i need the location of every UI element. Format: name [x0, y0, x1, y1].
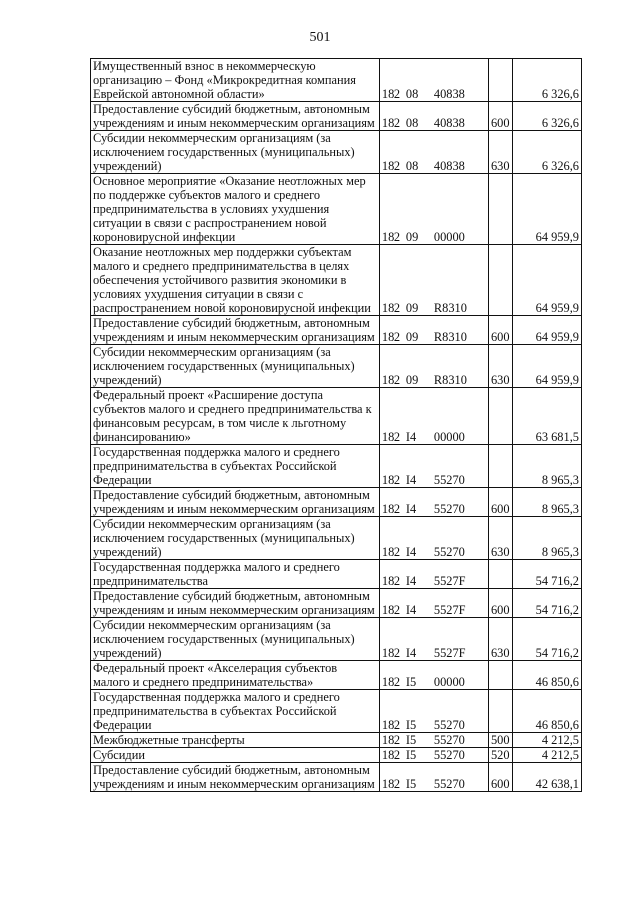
code-segment: 09 — [405, 230, 419, 244]
row-code — [379, 488, 488, 517]
code-segment: I4 — [405, 473, 417, 487]
code-segment: 2 — [393, 301, 401, 315]
code-segment: 18 — [381, 777, 395, 791]
row-amount: 64 959,9 — [512, 174, 581, 245]
row-expense-type — [488, 59, 512, 102]
code-segment: 2 — [393, 574, 401, 588]
code-segment: 18 — [381, 748, 395, 762]
row-name: Государственная поддержка малого и среднего предпринимательства в субъектах Российской Федерации — [91, 690, 380, 733]
row-amount: 8 965,3 — [512, 445, 581, 488]
code-segment: I5 — [405, 777, 417, 791]
row-amount: 4 212,5 — [512, 733, 581, 748]
code-segment: 55270 — [433, 718, 465, 732]
code-segment: 09 — [405, 301, 419, 315]
row-code — [379, 59, 488, 102]
code-segment: 2 — [393, 373, 401, 387]
table-row — [91, 661, 582, 690]
code-segment: 5527F — [433, 574, 466, 588]
code-segment: I4 — [405, 502, 417, 516]
code-segment: 2 — [393, 718, 401, 732]
row-amount: 54 716,2 — [512, 618, 581, 661]
code-segment: 18 — [381, 430, 395, 444]
code-segment: 18 — [381, 502, 395, 516]
code-segment: 55270 — [433, 502, 465, 516]
row-code — [379, 748, 488, 763]
row-code — [379, 174, 488, 245]
row-expense-type — [488, 661, 512, 690]
row-expense-type — [488, 388, 512, 445]
row-expense-type: 600 — [488, 589, 512, 618]
row-amount: 54 716,2 — [512, 560, 581, 589]
row-name: Предоставление субсидий бюджетным, автономным учреждениям и иным некоммерческим организациям — [91, 316, 380, 345]
code-segment: 55270 — [433, 777, 465, 791]
code-segment: I5 — [405, 748, 417, 762]
row-name: Государственная поддержка малого и среднего предпринимательства в субъектах Российской Федерации — [91, 445, 380, 488]
code-segment: 2 — [393, 733, 401, 747]
row-expense-type: 630 — [488, 131, 512, 174]
code-segment: I5 — [405, 718, 417, 732]
code-segment: 40838 — [433, 116, 465, 130]
table-row — [91, 245, 582, 316]
row-name: Федеральный проект «Акселерация субъектов малого и среднего предпринимательства» — [91, 661, 380, 690]
row-name: Субсидии некоммерческим организациям (за исключением государственных (муниципальных) учреждений) — [91, 618, 380, 661]
table-row — [91, 748, 582, 763]
row-name: Межбюджетные трансферты — [91, 733, 380, 748]
code-segment: 55270 — [433, 545, 465, 559]
code-segment: 18 — [381, 330, 395, 344]
code-segment: 2 — [393, 430, 401, 444]
code-segment: 18 — [381, 603, 395, 617]
row-amount: 46 850,6 — [512, 690, 581, 733]
table-row — [91, 690, 582, 733]
code-segment: I4 — [405, 574, 417, 588]
table-row — [91, 763, 582, 792]
row-code — [379, 763, 488, 792]
row-code — [379, 245, 488, 316]
row-amount: 42 638,1 — [512, 763, 581, 792]
row-code — [379, 345, 488, 388]
code-segment: 08 — [405, 116, 419, 130]
row-name: Федеральный проект «Расширение доступа субъектов малого и среднего предпринимательства к финансовым ресурсам, в том числе к льготному финансированию» — [91, 388, 380, 445]
code-segment: 09 — [405, 373, 419, 387]
row-expense-type: 630 — [488, 618, 512, 661]
row-amount: 8 965,3 — [512, 488, 581, 517]
row-name: Предоставление субсидий бюджетным, автономным учреждениям и иным некоммерческим организациям — [91, 488, 380, 517]
row-code — [379, 690, 488, 733]
row-code — [379, 131, 488, 174]
row-name: Оказание неотложных мер поддержки субъектам малого и среднего предпринимательства в целях обеспечения устойчивого развития экономики в условиях ухудшения ситуации в связи с распространением новой короновирусной инфекции — [91, 245, 380, 316]
table-row — [91, 445, 582, 488]
row-code — [379, 589, 488, 618]
table-row — [91, 488, 582, 517]
code-segment: 09 — [405, 330, 419, 344]
row-amount: 6 326,6 — [512, 131, 581, 174]
table-row — [91, 618, 582, 661]
code-segment: 2 — [393, 159, 401, 173]
budget-table-body — [91, 59, 582, 792]
code-segment: 2 — [393, 675, 401, 689]
code-segment: 5527F — [433, 603, 466, 617]
table-row — [91, 174, 582, 245]
row-name: Предоставление субсидий бюджетным, автономным учреждениям и иным некоммерческим организациям — [91, 589, 380, 618]
code-segment: I4 — [405, 430, 417, 444]
code-segment: R8310 — [433, 301, 467, 315]
row-expense-type — [488, 245, 512, 316]
code-segment: I5 — [405, 675, 417, 689]
code-segment: R8310 — [433, 330, 467, 344]
row-name: Предоставление субсидий бюджетным, автономным учреждениям и иным некоммерческим организациям — [91, 102, 380, 131]
code-segment: 2 — [393, 545, 401, 559]
row-expense-type: 600 — [488, 488, 512, 517]
row-amount: 64 959,9 — [512, 245, 581, 316]
code-segment: 18 — [381, 301, 395, 315]
code-segment: 2 — [393, 87, 401, 101]
row-amount: 64 959,9 — [512, 316, 581, 345]
row-amount: 6 326,6 — [512, 59, 581, 102]
row-expense-type — [488, 445, 512, 488]
code-segment: 18 — [381, 230, 395, 244]
row-code — [379, 316, 488, 345]
row-name: Имущественный взнос в некоммерческую организацию – Фонд «Микрокредитная компания Еврейской автономной области» — [91, 59, 380, 102]
row-amount: 63 681,5 — [512, 388, 581, 445]
row-code — [379, 661, 488, 690]
row-expense-type — [488, 690, 512, 733]
code-segment: 2 — [393, 502, 401, 516]
table-row — [91, 560, 582, 589]
row-code — [379, 560, 488, 589]
row-amount: 6 326,6 — [512, 102, 581, 131]
code-segment: 18 — [381, 373, 395, 387]
code-segment: 2 — [393, 748, 401, 762]
row-expense-type: 500 — [488, 733, 512, 748]
row-name: Основное мероприятие «Оказание неотложных мер по поддержке субъектов малого и среднего предпринимательства в условиях ухудшения ситуации в связи с распространением новой короновирусной инфекции — [91, 174, 380, 245]
table-row — [91, 59, 582, 102]
code-segment: 2 — [393, 603, 401, 617]
code-segment: 18 — [381, 116, 395, 130]
row-amount: 64 959,9 — [512, 345, 581, 388]
row-name: Субсидии некоммерческим организациям (за исключением государственных (муниципальных) учреждений) — [91, 345, 380, 388]
code-segment: 00000 — [433, 675, 465, 689]
row-expense-type — [488, 174, 512, 245]
row-amount: 46 850,6 — [512, 661, 581, 690]
code-segment: 00000 — [433, 430, 465, 444]
code-segment: 2 — [393, 646, 401, 660]
code-segment: I5 — [405, 733, 417, 747]
row-code — [379, 388, 488, 445]
code-segment: 2 — [393, 116, 401, 130]
row-name: Субсидии некоммерческим организациям (за исключением государственных (муниципальных) учреждений) — [91, 517, 380, 560]
code-segment: 18 — [381, 675, 395, 689]
table-row — [91, 345, 582, 388]
code-segment: 18 — [381, 646, 395, 660]
row-amount: 4 212,5 — [512, 748, 581, 763]
code-segment: 18 — [381, 87, 395, 101]
row-code — [379, 733, 488, 748]
budget-table — [90, 58, 582, 792]
table-row — [91, 102, 582, 131]
code-segment: 18 — [381, 574, 395, 588]
row-name: Предоставление субсидий бюджетным, автономным учреждениям и иным некоммерческим организациям — [91, 763, 380, 792]
code-segment: 5527F — [433, 646, 466, 660]
row-expense-type: 520 — [488, 748, 512, 763]
page-number: 501 — [309, 30, 331, 45]
code-segment: 40838 — [433, 159, 465, 173]
row-expense-type: 600 — [488, 102, 512, 131]
code-segment: 08 — [405, 159, 419, 173]
table-row — [91, 517, 582, 560]
row-name: Субсидии — [91, 748, 380, 763]
table-row — [91, 589, 582, 618]
code-segment: 55270 — [433, 733, 465, 747]
row-name: Субсидии некоммерческим организациям (за исключением государственных (муниципальных) учреждений) — [91, 131, 380, 174]
table-row — [91, 388, 582, 445]
row-code — [379, 102, 488, 131]
row-amount: 54 716,2 — [512, 589, 581, 618]
code-segment: 2 — [393, 777, 401, 791]
code-segment: R8310 — [433, 373, 467, 387]
row-expense-type: 600 — [488, 763, 512, 792]
code-segment: 18 — [381, 733, 395, 747]
row-name: Государственная поддержка малого и среднего предпринимательства — [91, 560, 380, 589]
row-code — [379, 445, 488, 488]
code-segment: 2 — [393, 473, 401, 487]
row-expense-type: 630 — [488, 517, 512, 560]
code-segment: I4 — [405, 603, 417, 617]
code-segment: 18 — [381, 545, 395, 559]
row-amount: 8 965,3 — [512, 517, 581, 560]
code-segment: 18 — [381, 718, 395, 732]
code-segment: 2 — [393, 230, 401, 244]
table-row — [91, 733, 582, 748]
code-segment: 55270 — [433, 473, 465, 487]
row-code — [379, 618, 488, 661]
row-expense-type — [488, 560, 512, 589]
row-expense-type: 600 — [488, 316, 512, 345]
code-segment: 18 — [381, 473, 395, 487]
table-row — [91, 131, 582, 174]
code-segment: 00000 — [433, 230, 465, 244]
row-expense-type: 630 — [488, 345, 512, 388]
code-segment: 18 — [381, 159, 395, 173]
code-segment: 2 — [393, 330, 401, 344]
row-code — [379, 517, 488, 560]
code-segment: I4 — [405, 646, 417, 660]
code-segment: 08 — [405, 87, 419, 101]
table-row — [91, 316, 582, 345]
code-segment: I4 — [405, 545, 417, 559]
code-segment: 55270 — [433, 748, 465, 762]
code-segment: 40838 — [433, 87, 465, 101]
